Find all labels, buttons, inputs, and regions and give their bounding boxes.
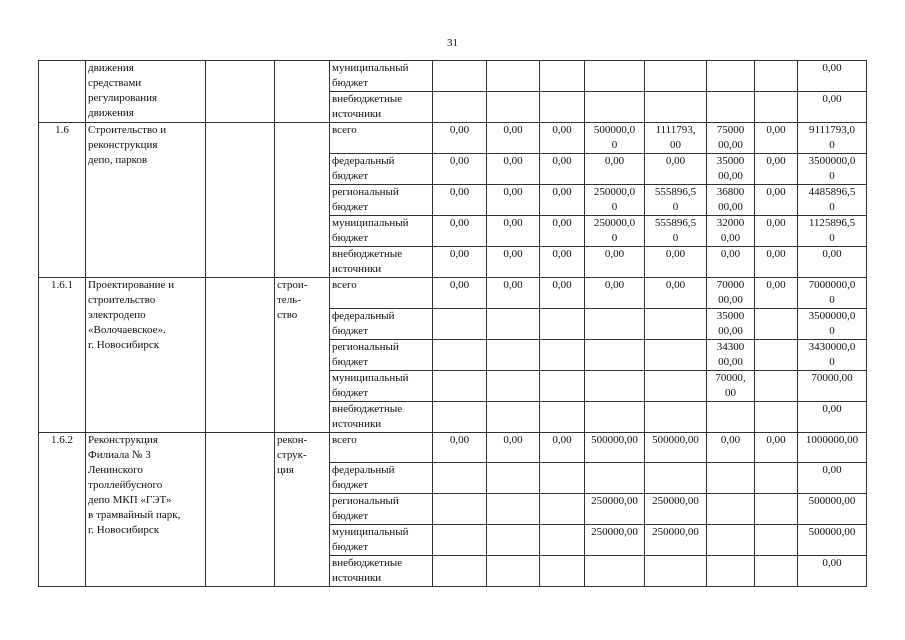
total-cell: 500000,00 bbox=[798, 494, 867, 525]
table-row bbox=[39, 278, 867, 309]
table-row bbox=[39, 61, 867, 92]
amount-cell: 36800 00,00 bbox=[707, 185, 755, 216]
amount-cell bbox=[487, 556, 540, 587]
amount-cell bbox=[645, 463, 707, 494]
amount-cell: 250000,0 0 bbox=[585, 216, 645, 247]
amount-cell: 0,00 bbox=[487, 123, 540, 154]
amount-cell bbox=[585, 402, 645, 433]
amount-cell bbox=[645, 92, 707, 123]
amount-cell: 0,00 bbox=[540, 123, 585, 154]
amount-cell bbox=[585, 309, 645, 340]
total-cell: 9111793,0 0 bbox=[798, 123, 867, 154]
amount-cell: 250000,00 bbox=[645, 525, 707, 556]
work-type bbox=[275, 61, 330, 123]
amount-cell: 0,00 bbox=[487, 216, 540, 247]
amount-cell bbox=[755, 61, 798, 92]
item-number: 1.6.2 bbox=[39, 433, 86, 587]
total-cell: 0,00 bbox=[798, 463, 867, 494]
amount-cell: 0,00 bbox=[755, 433, 798, 463]
amount-cell: 0,00 bbox=[755, 123, 798, 154]
amount-cell: 0,00 bbox=[487, 278, 540, 309]
amount-cell bbox=[540, 92, 585, 123]
amount-cell: 70000 00,00 bbox=[707, 278, 755, 309]
table-row bbox=[39, 123, 867, 154]
funding-source: региональный бюджет bbox=[330, 185, 433, 216]
amount-cell bbox=[755, 371, 798, 402]
amount-cell bbox=[433, 371, 487, 402]
amount-cell: 0,00 bbox=[433, 154, 487, 185]
amount-cell bbox=[487, 402, 540, 433]
page-number: 31 bbox=[447, 37, 458, 49]
amount-cell bbox=[540, 340, 585, 371]
amount-cell bbox=[585, 340, 645, 371]
amount-cell: 35000 00,00 bbox=[707, 309, 755, 340]
amount-cell bbox=[645, 309, 707, 340]
amount-cell: 500000,00 bbox=[645, 433, 707, 463]
amount-cell bbox=[755, 494, 798, 525]
amount-cell bbox=[540, 309, 585, 340]
amount-cell: 0,00 bbox=[540, 278, 585, 309]
amount-cell: 0,00 bbox=[540, 247, 585, 278]
amount-cell: 0,00 bbox=[540, 154, 585, 185]
funding-source: муниципальный бюджет bbox=[330, 525, 433, 556]
amount-cell: 0,00 bbox=[540, 433, 585, 463]
amount-cell: 0,00 bbox=[487, 154, 540, 185]
amount-cell bbox=[433, 494, 487, 525]
amount-cell bbox=[707, 92, 755, 123]
budget-table bbox=[38, 60, 867, 587]
amount-cell: 32000 0,00 bbox=[707, 216, 755, 247]
amount-cell bbox=[433, 309, 487, 340]
amount-cell: 0,00 bbox=[755, 185, 798, 216]
amount-cell bbox=[540, 61, 585, 92]
amount-cell bbox=[707, 494, 755, 525]
item-number bbox=[39, 61, 86, 123]
amount-cell: 250000,00 bbox=[645, 494, 707, 525]
empty-cell bbox=[206, 123, 275, 278]
funding-source: внебюджетные источники bbox=[330, 92, 433, 123]
amount-cell bbox=[487, 340, 540, 371]
funding-source: региональный бюджет bbox=[330, 340, 433, 371]
amount-cell bbox=[645, 371, 707, 402]
total-cell: 500000,00 bbox=[798, 525, 867, 556]
amount-cell bbox=[707, 402, 755, 433]
amount-cell bbox=[487, 92, 540, 123]
total-cell: 70000,00 bbox=[798, 371, 867, 402]
amount-cell bbox=[585, 556, 645, 587]
amount-cell bbox=[540, 463, 585, 494]
amount-cell bbox=[487, 371, 540, 402]
funding-source: региональный бюджет bbox=[330, 494, 433, 525]
total-cell: 0,00 bbox=[798, 402, 867, 433]
amount-cell: 0,00 bbox=[707, 247, 755, 278]
funding-source: всего bbox=[330, 433, 433, 463]
amount-cell: 0,00 bbox=[707, 433, 755, 463]
amount-cell bbox=[645, 61, 707, 92]
amount-cell: 0,00 bbox=[433, 247, 487, 278]
amount-cell: 0,00 bbox=[585, 154, 645, 185]
amount-cell bbox=[707, 556, 755, 587]
amount-cell bbox=[585, 92, 645, 123]
work-type: строи- тель- ство bbox=[275, 278, 330, 433]
amount-cell bbox=[433, 92, 487, 123]
total-cell: 1125896,5 0 bbox=[798, 216, 867, 247]
total-cell: 0,00 bbox=[798, 61, 867, 92]
empty-cell bbox=[206, 433, 275, 587]
funding-source: муниципальный бюджет bbox=[330, 216, 433, 247]
amount-cell bbox=[540, 371, 585, 402]
funding-source: внебюджетные источники bbox=[330, 247, 433, 278]
table-row bbox=[39, 433, 867, 463]
amount-cell bbox=[645, 402, 707, 433]
amount-cell: 250000,00 bbox=[585, 525, 645, 556]
amount-cell bbox=[585, 371, 645, 402]
amount-cell bbox=[645, 340, 707, 371]
work-type: рекон- струк- ция bbox=[275, 433, 330, 587]
funding-source: всего bbox=[330, 278, 433, 309]
total-cell: 7000000,0 0 bbox=[798, 278, 867, 309]
amount-cell bbox=[585, 61, 645, 92]
amount-cell bbox=[433, 402, 487, 433]
amount-cell bbox=[433, 340, 487, 371]
amount-cell bbox=[487, 463, 540, 494]
amount-cell bbox=[487, 309, 540, 340]
amount-cell: 0,00 bbox=[433, 185, 487, 216]
funding-source: муниципальный бюджет bbox=[330, 61, 433, 92]
amount-cell bbox=[540, 525, 585, 556]
work-type bbox=[275, 123, 330, 278]
amount-cell: 500000,0 0 bbox=[585, 123, 645, 154]
amount-cell: 0,00 bbox=[645, 247, 707, 278]
item-name: Строительство и реконструкция депо, парков bbox=[86, 123, 206, 278]
amount-cell bbox=[487, 525, 540, 556]
total-cell: 0,00 bbox=[798, 556, 867, 587]
amount-cell: 250000,0 0 bbox=[585, 185, 645, 216]
amount-cell: 0,00 bbox=[433, 123, 487, 154]
amount-cell: 555896,5 0 bbox=[645, 216, 707, 247]
funding-source: федеральный бюджет bbox=[330, 309, 433, 340]
amount-cell: 0,00 bbox=[487, 185, 540, 216]
amount-cell: 0,00 bbox=[755, 154, 798, 185]
total-cell: 0,00 bbox=[798, 92, 867, 123]
amount-cell: 0,00 bbox=[755, 216, 798, 247]
amount-cell: 0,00 bbox=[585, 278, 645, 309]
amount-cell: 250000,00 bbox=[585, 494, 645, 525]
amount-cell: 0,00 bbox=[433, 278, 487, 309]
amount-cell: 0,00 bbox=[645, 278, 707, 309]
amount-cell bbox=[755, 92, 798, 123]
funding-source: всего bbox=[330, 123, 433, 154]
item-number: 1.6 bbox=[39, 123, 86, 278]
amount-cell bbox=[707, 525, 755, 556]
amount-cell: 70000, 00 bbox=[707, 371, 755, 402]
amount-cell: 0,00 bbox=[433, 433, 487, 463]
amount-cell: 75000 00,00 bbox=[707, 123, 755, 154]
amount-cell: 0,00 bbox=[755, 278, 798, 309]
amount-cell: 0,00 bbox=[755, 247, 798, 278]
amount-cell: 555896,5 0 bbox=[645, 185, 707, 216]
amount-cell bbox=[755, 463, 798, 494]
amount-cell bbox=[433, 556, 487, 587]
funding-source: федеральный бюджет bbox=[330, 154, 433, 185]
funding-source: внебюджетные источники bbox=[330, 402, 433, 433]
empty-cell bbox=[206, 278, 275, 433]
amount-cell: 0,00 bbox=[540, 185, 585, 216]
total-cell: 3500000,0 0 bbox=[798, 154, 867, 185]
amount-cell: 0,00 bbox=[585, 247, 645, 278]
amount-cell bbox=[755, 556, 798, 587]
total-cell: 1000000,00 bbox=[798, 433, 867, 463]
amount-cell: 0,00 bbox=[487, 433, 540, 463]
item-number: 1.6.1 bbox=[39, 278, 86, 433]
amount-cell bbox=[433, 463, 487, 494]
amount-cell: 34300 00,00 bbox=[707, 340, 755, 371]
amount-cell bbox=[707, 61, 755, 92]
total-cell: 3500000,0 0 bbox=[798, 309, 867, 340]
amount-cell bbox=[755, 340, 798, 371]
amount-cell bbox=[487, 61, 540, 92]
item-name: Проектирование и строительство электродепо «Волочаевское». г. Новосибирск bbox=[86, 278, 206, 433]
amount-cell bbox=[433, 61, 487, 92]
amount-cell: 0,00 bbox=[645, 154, 707, 185]
amount-cell: 1111793, 00 bbox=[645, 123, 707, 154]
amount-cell bbox=[755, 402, 798, 433]
amount-cell bbox=[433, 525, 487, 556]
amount-cell: 35000 00,00 bbox=[707, 154, 755, 185]
amount-cell bbox=[585, 463, 645, 494]
total-cell: 0,00 bbox=[798, 247, 867, 278]
amount-cell bbox=[540, 494, 585, 525]
total-cell: 3430000,0 0 bbox=[798, 340, 867, 371]
funding-source: внебюджетные источники bbox=[330, 556, 433, 587]
amount-cell bbox=[540, 556, 585, 587]
amount-cell: 0,00 bbox=[540, 216, 585, 247]
amount-cell bbox=[540, 402, 585, 433]
empty-cell bbox=[206, 61, 275, 123]
amount-cell bbox=[755, 309, 798, 340]
funding-source: федеральный бюджет bbox=[330, 463, 433, 494]
total-cell: 4485896,5 0 bbox=[798, 185, 867, 216]
funding-source: муниципальный бюджет bbox=[330, 371, 433, 402]
amount-cell bbox=[645, 556, 707, 587]
item-name: движения средствами регулирования движения bbox=[86, 61, 206, 123]
amount-cell bbox=[487, 494, 540, 525]
amount-cell bbox=[707, 463, 755, 494]
amount-cell: 500000,00 bbox=[585, 433, 645, 463]
amount-cell: 0,00 bbox=[433, 216, 487, 247]
amount-cell: 0,00 bbox=[487, 247, 540, 278]
item-name: Реконструкция Филиала № 3 Ленинского троллейбусного депо МКП «ГЭТ» в трамвайный парк, г. Новосибирск bbox=[86, 433, 206, 587]
amount-cell bbox=[755, 525, 798, 556]
